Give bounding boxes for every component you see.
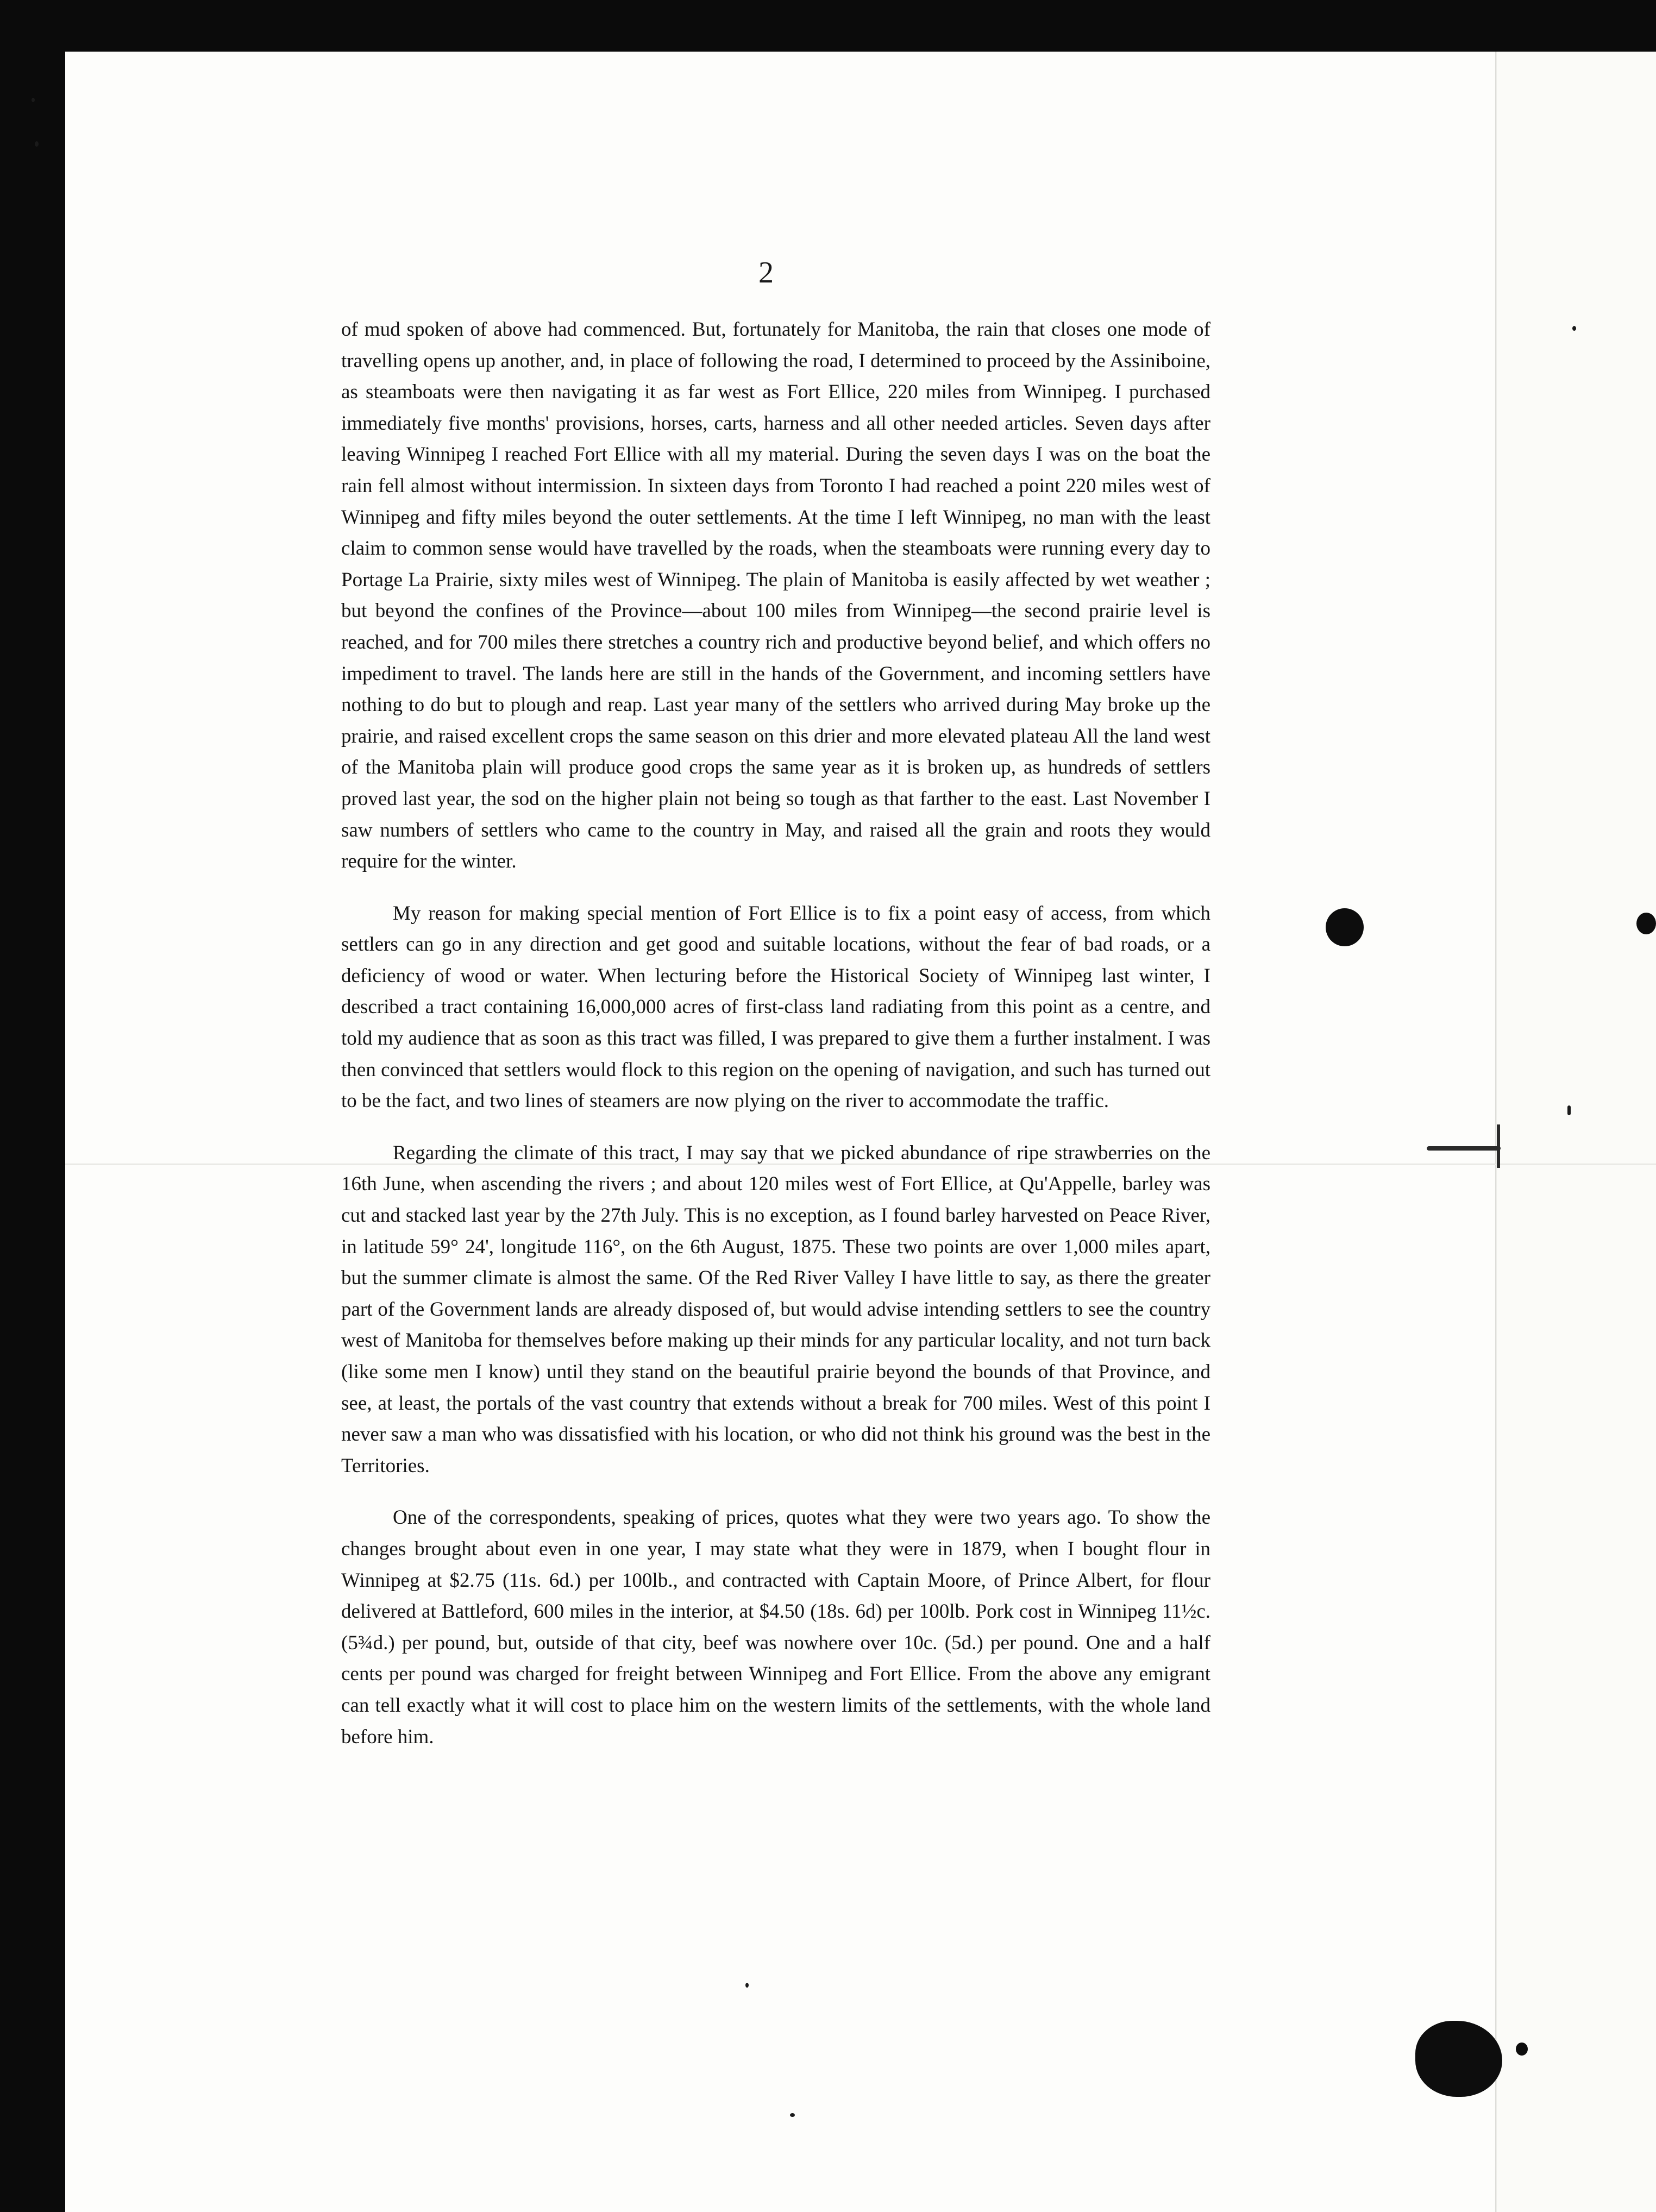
body-text [341, 314, 1210, 1752]
paragraph-2: My reason for making special mention of Fort Ellice is to fix a point easy of access, from which settlers can go in any direction and get good and suitable locations, without the fear of bad roads, or a deficiency of wood or water. When lecturing before the Historical Society of Winnipeg last winter, I described a tract containing 16,000,000 acres of first-class land radiating from this point as a centre, and told my audience that as soon as this tract was filled, I was prepared to give them a further instalment. I was then convinced that settlers would flock to this region on the opening of navigation, and such has turned out to be the fact, and two lines of steamers are now plying on the river to accommodate the traffic. [341, 902, 1210, 1113]
adjacent-page-strip [1497, 52, 1656, 2212]
fold-cross-mark-vertical [1497, 1124, 1500, 1168]
page-number: 2 [758, 256, 774, 290]
margin-spot [35, 141, 39, 147]
ink-blot [1326, 908, 1364, 946]
paragraph-4: One of the correspondents, speaking of prices, quotes what they were two years ago. To show the changes brought about even in one year, I may state what they were in 1879, when I bought flour in Winnipeg at $2.75 (11s. 6d.) per 100lb., and contracted with Captain Moore, of Prince Albert, for flour delivered at Battleford, 600 miles in the interior, at $4.50 (18s. 6d) per 100lb. Pork cost in Winnipeg 11½c. (5¾d.) per pound, but, outside of that city, beef was nowhere over 10c. (5d.) per pound. One and a half cents per pound was charged for freight between Winnipeg and Fort Ellice. From the above any emigrant can tell exactly what it will cost to place him on the western limits of the settlements, with the whole land before him. [341, 1506, 1210, 1748]
margin-spot [790, 2113, 795, 2117]
margin-spot [1572, 326, 1576, 331]
paragraph-3: Regarding the climate of this tract, I may say that we picked abundance of ripe strawberries on the 16th June, when ascending the rivers ; and about 120 miles west of Fort Ellice, at Qu'Appelle, barley was cut and stacked last year by the 27th July. This is no exception, as I found barley harvested on Peace River, in latitude 59° 24', longitude 116°, on the 6th August, 1875. These two points are over 1,000 miles apart, but the summer climate is almost the same. Of the Red River Valley I have little to say, as there the greater part of the Government lands are already disposed of, but would advise intending settlers to see the country west of Manitoba for themselves before making up their minds for any particular locality, and not turn back (like some men I know) until they stand on the beautiful prairie beyond the bounds of that Province, and see, at least, the portals of the vast country that extends without a break for 700 miles. West of this point I never saw a man who was dissatisfied with his location, or who did not think his ground was the best in the Territories. [341, 1141, 1210, 1477]
ink-blot-large [1415, 2021, 1502, 2097]
ink-blot-small [1516, 2043, 1528, 2056]
margin-spot [1567, 1105, 1571, 1115]
margin-spot [32, 98, 35, 102]
margin-spot [745, 1983, 749, 1988]
fold-cross-mark [1427, 1146, 1501, 1151]
ink-blot-edge [1636, 913, 1656, 934]
paragraph-1: of mud spoken of above had commenced. But, fortunately for Manitoba, the rain that closes one mode of travelling opens up another, and, in place of following the road, I determined to proceed by the Assiniboine, as steamboats were then navigating it as far west as Fort Ellice, 220 miles from Winnipeg. I purchased immediately five months' provisions, horses, carts, harness and all other needed articles. Seven days after leaving Winnipeg I reached Fort Ellice with all my material. During the seven days I was on the boat the rain fell almost without intermission. In sixteen days from Toronto I had reached a point 220 miles west of Winnipeg and fifty miles beyond the outer settlements. At the time I left Winnipeg, no man with the least claim to common sense would have travelled by the roads, when the steamboats were running every day to Portage La Prairie, sixty miles west of Winnipeg. The plain of Manitoba is easily affected by wet weather ; but beyond the confines of the Province—about 100 miles from Winnipeg—the second prairie level is reached, and for 700 miles there stretches a country rich and productive beyond belief, and which offers no impediment to travel. The lands here are still in the hands of the Government, and incoming settlers have nothing to do but to plough and reap. Last year many of the settlers who arrived during May broke up the prairie, and raised excellent crops the same season on this drier and more elevated plateau All the land west of the Manitoba plain will produce good crops the same year as it is broken up, as hundreds of settlers proved last year, the sod on the higher plain not being so tough as that farther to the east. Last November I saw numbers of settlers who came to the country in May, and raised all the grain and roots they would require for the winter. [341, 318, 1210, 873]
